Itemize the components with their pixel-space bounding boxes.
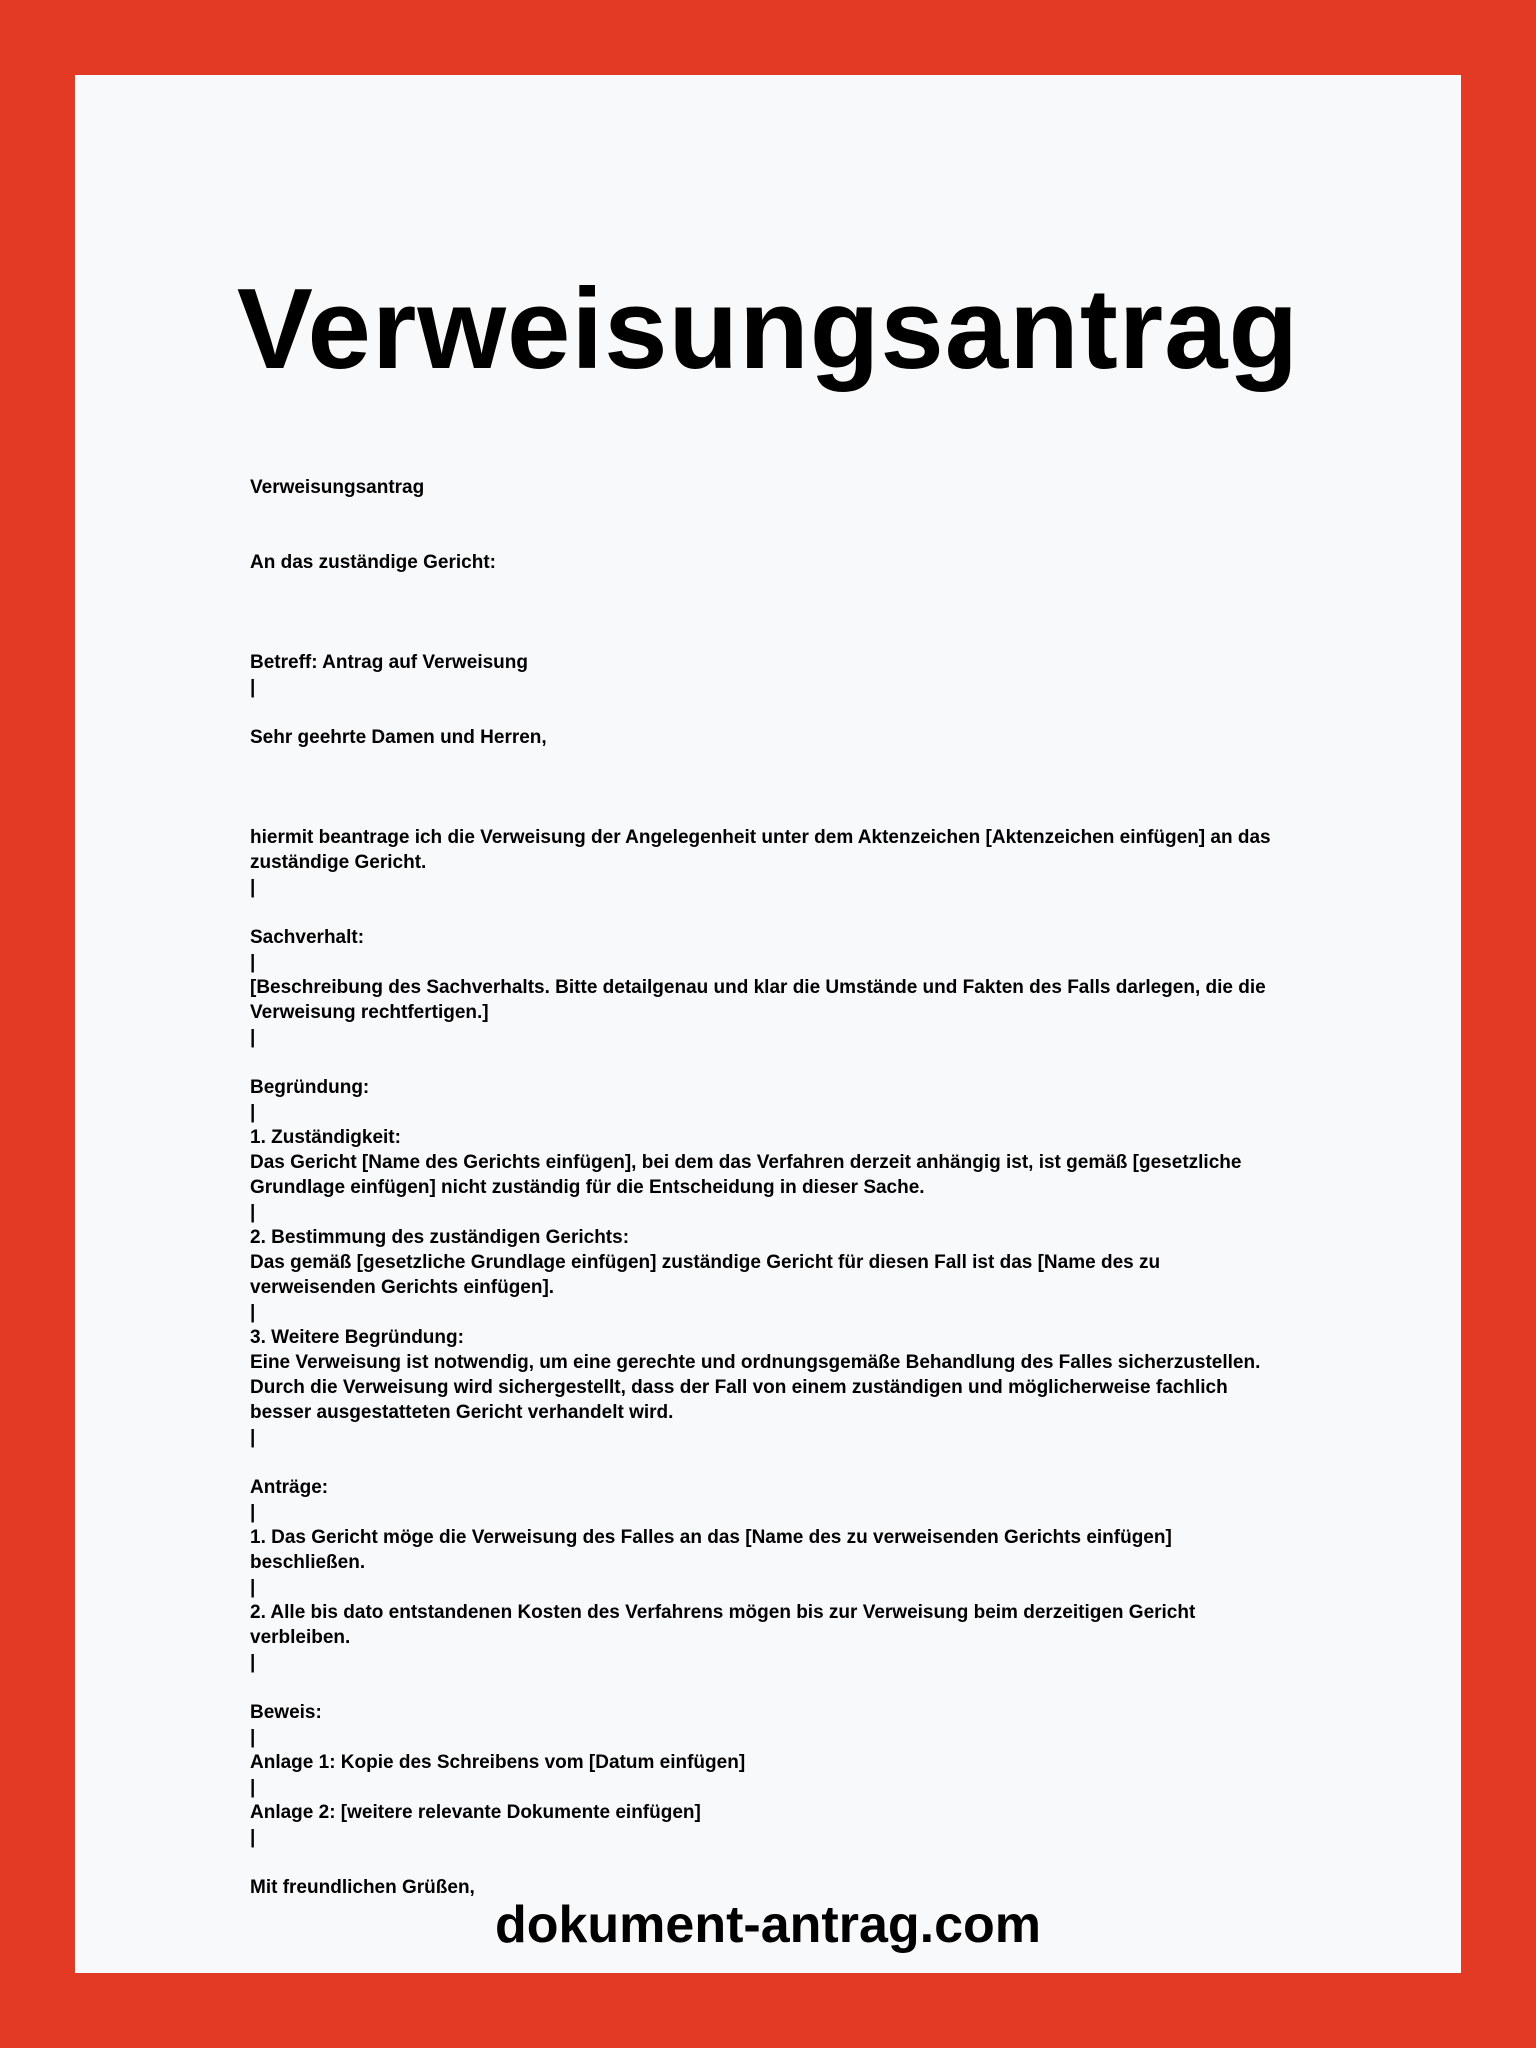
subject-line: Betreff: Antrag auf Verweisung [250, 652, 529, 673]
blank-line [250, 800, 1290, 825]
document-page [75, 75, 1461, 1973]
separator: | [250, 1502, 256, 1523]
separator: | [250, 1102, 256, 1123]
blank-line [250, 1050, 1290, 1075]
sachverhalt-text: [Beschreibung des Sachverhalts. Bitte detailgenau und klar die Umstände und Fakten des Falls darlegen, die die Verweisung rechtfertigen.] [250, 977, 1271, 1023]
blank-line [250, 500, 1290, 550]
begruendung-item-title: 1. Zuständigkeit: [250, 1127, 401, 1148]
blank-line [250, 1675, 1290, 1700]
separator: | [250, 1777, 256, 1798]
intro-paragraph: hiermit beantrage ich die Verweisung der Angelegenheit unter dem Aktenzeichen [Aktenzeichen einfügen] an das zuständige Gericht. [250, 827, 1276, 873]
blank-line [250, 900, 1290, 925]
begruendung-item-text: Das gemäß [gesetzliche Grundlage einfügen] zuständige Gericht für diesen Fall ist das [Name des zu verweisenden Gerichts einfügen]. [250, 1252, 1166, 1298]
beweis-heading: Beweis: [250, 1702, 322, 1723]
separator: | [250, 952, 256, 973]
blank-line [250, 750, 1290, 800]
website-footer: dokument-antrag.com [494, 1896, 1042, 1954]
begruendung-heading: Begründung: [250, 1077, 370, 1098]
begruendung-item-text: Das Gericht [Name des Gerichts einfügen], bei dem das Verfahren derzeit anhängig ist, ist gemäß [gesetzliche Grundlage einfügen] nicht zuständig für die Entscheidung in dieser Sache. [250, 1152, 1247, 1198]
blank-line [250, 700, 1290, 725]
separator: | [250, 1652, 256, 1673]
separator: | [250, 1727, 256, 1748]
separator: | [250, 1827, 256, 1848]
begruendung-item-text: Eine Verweisung ist notwendig, um eine gerechte und ordnungsgemäße Behandlung des Falles sicherzustellen. Durch die Verweisung wird sichergestellt, dass der Fall von einem zuständigen und möglicherweise fachlich besser ausgestatteten Gericht verhandelt wird. [250, 1352, 1266, 1423]
separator: | [250, 1202, 256, 1223]
letter-heading: Verweisungsantrag [250, 477, 425, 498]
separator: | [250, 677, 256, 698]
antraege-heading: Anträge: [250, 1477, 329, 1498]
letter-body [250, 475, 1290, 1900]
separator: | [250, 1027, 256, 1048]
blank-line [250, 575, 1290, 625]
blank-line [250, 625, 1290, 650]
beweis-item: Anlage 1: Kopie des Schreibens vom [Datum einfügen] [250, 1752, 746, 1773]
separator: | [250, 1577, 256, 1598]
antrag-item: 2. Alle bis dato entstandenen Kosten des Verfahrens mögen bis zur Verweisung beim derzeitigen Gericht verbleiben. [250, 1602, 1201, 1648]
begruendung-item-title: 3. Weitere Begründung: [250, 1327, 464, 1348]
blank-line [250, 1450, 1290, 1475]
closing-line: Mit freundlichen Grüßen, [250, 1877, 475, 1898]
salutation: Sehr geehrte Damen und Herren, [250, 727, 547, 748]
antrag-item: 1. Das Gericht möge die Verweisung des Falles an das [Name des zu verweisenden Gerichts einfügen] beschließen. [250, 1527, 1178, 1573]
separator: | [250, 1302, 256, 1323]
beweis-item: Anlage 2: [weitere relevante Dokumente einfügen] [250, 1802, 701, 1823]
blank-line [250, 1850, 1290, 1875]
sachverhalt-heading: Sachverhalt: [250, 927, 365, 948]
document-title: Verweisungsantrag [236, 266, 1300, 393]
separator: | [250, 877, 256, 898]
recipient-line: An das zuständige Gericht: [250, 552, 496, 573]
begruendung-item-title: 2. Bestimmung des zuständigen Gerichts: [250, 1227, 630, 1248]
separator: | [250, 1427, 256, 1448]
